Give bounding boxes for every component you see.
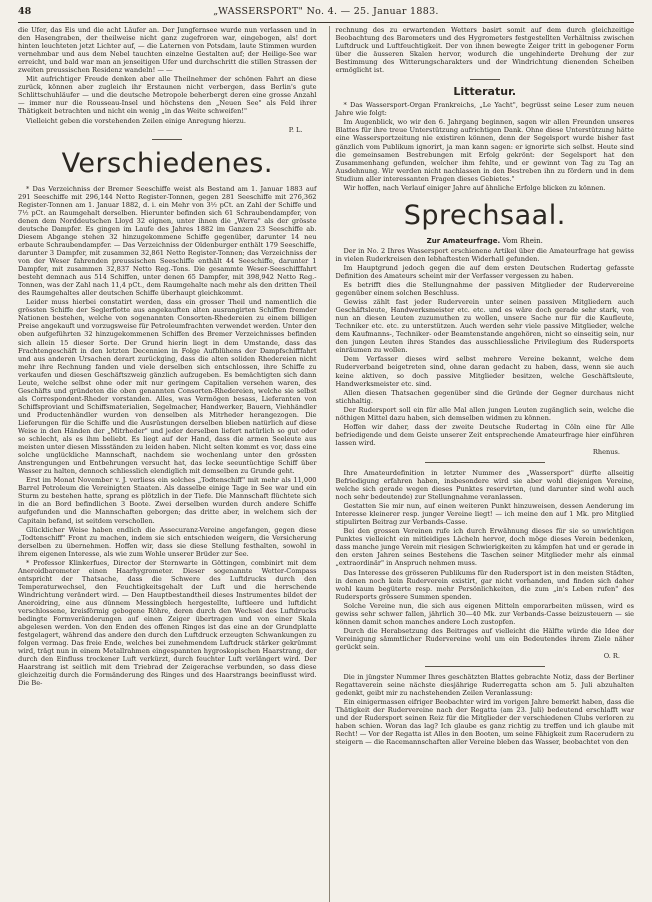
divider [152,139,182,140]
running-title: „WASSERSPORT" No. 4. — 25. Januar 1883. [213,6,439,17]
article-paragraph: Leider muss hierbei constatirt werden, dass ein grosser Theil und namentlich die grössten Schiffe der Seglerflotte aus angekauften alten ausrangirten Schiffen fremder Nationen bestehen, welche von sogenannten Consorten-Rhedereien zu einem billigen Preise angekauft und vorzugsweise für Petroleumfrachten verwendet werden. Unter den oben aufgeführten 32 hinzugekommenen Schiffen des Bremer Verzeichnisses befinden sich allein 15 dieser Sorte. Der Grund hierin liegt in dem Umstande, dass das Frachtengeschäft in den letzten Decennien in Folge Aufblühens der Dampfschifffahrt und aus anderen Ursachen derart zurückging, dass die alten soliden Rhedereien nicht mehr ihre Rechnung fanden und viele derselben sich entschlossen, ihre Schiffe zu verkaufen und diesen Geschäftszweig gänzlich aufzugeben. Es bemächtigten sich dann Leute, welche selbst ohne oder mit nur geringem Capitalien versehen waren, des Geschäfts und gründeten die oben genannten Consorten-Rhedereien, welche sie selbst als Correspondent-Rheder vorstanden. Alles, was Vermögen besass, Lieferanten von Schiffsproviant und Schiffsmaterialien, Segelmacher, Handwerker, Bauern, Viehhändler und Productenhändler wurden von denselben als Mitrheder herangezogen. Die Lieferungen für die Schiffe und die Ausrüstungen derselben blieben natürlich auf diese Weise in den Händen der „Mitrheder" und jeder derselben liefert natürlich so gut oder so schlecht, als es ihm beliebt. Es liegt auf der Hand, dass die armen Seeleute aus meisten unter diesen Missständen zu leiden haben. Nicht selten kommt es vor, dass eine solche unglückliche Mannschaft, nachdem sie wochenlang unter den grössten Anstrengungen und Entbehrungen versucht hat, das lecke seeuntüchtige Schiff über Wasser zu halten, dennoch schliesslich elendiglich mit demselben zu Grunde geht. [18,298,317,476]
letter-paragraph: Die in jüngster Nummer Ihres geschätzten Blattes gebrachte Notiz, dass der Berliner Regattaverein seine nächste diesjährige Ruderregatta schon am 5. Juli abzuhalten gedenkt, geibt mir zu nachstehenden Zeilen Veranlassung: [335,673,634,698]
letter-paragraph: Ein einigermassen eifriger Beobachter wird im vorigen Jahre bemerkt haben, dass die Thätigkeit der Rudervereine nach der Regatta (am 23. Juli) bedeutend erschlafft war und der Rudersport seinen Reiz für die Mitglieder der verschiedenen Clubs verloren zu haben schien. Woran das lag? Ich glaube es ganz richtig zu treffen und ich glaube mit Recht! — Vor der Regatta ist Alles in den Booten, um seine Fähigkeit zum Racerudern zu steigern — die Racemannschaften aller Vereine bleben das Wasser, beobachtet von den [335,698,634,747]
subhead-topic: Zur Amateurfrage. [426,236,501,245]
letter-paragraph: Gewiss zählt fast jeder Ruderverein unter seinen passiven Mitgliedern auch Geschäftsleute, Handwerksmeister etc. etc. und es wäre doch gerade sehr stark, von nun an diesen Leuten zuzumuthen zu wollen, unsere Sache nur für die Kaufleute, Techniker etc. etc. zu unterstützen. Auch werden sehr viele passive Mitglieder, welche dem Kaufmanns-, Techniker- oder Beamtenstande angehören, nicht so einseitig sein, nur den jungen Leuten ihres Standes das ausschliessliche Privilegium des Rudersports einräumen zu wollen. [335,298,634,355]
article-paragraph: * Das Verzeichniss der Bremer Seeschiffe weist als Bestand am 1. Januar 1883 auf 291 Seeschiffe mit 296,144 Netto Register-Tonnen, gegen 281 Seeschiffe mit 276,362 Register-Tonnen am 1. Januar 1882, d. i. ein Mehr von 3½ pCt. an Zahl der Schiffe und 7½ pCt. an Raumgehalt derselben. Hierunter befinden sich 61 Schraubendampfer, von denen dem Norddeutschen Lloyd 32 eignen, unter ihnen die „Werra" als der grösste deutsche Dampfer. Es gingen im Laufe des Jahres 1882 im Ganzen 23 Seeschiffe ab. Diesem Abgange stehen 32 hinzugekommene Schiffe gegenüber, darunter 14 neu erbaute Schraubendampfer. — Das Verzeichniss der Oldenburger enthält 179 Seeschiffe, darunter 3 Dampfer, mit zusammen 32,861 Netto Register-Tonnen; das Verzeichniss der von der Weser fahrenden preussischen Seeschiffe enthält 44 Seeschiffe, darunter 1 Dampfer, mit zusammen 32,837 Netto Reg.-Tons. Die gesammte Weser-Seeschifffahrt besteht demnach aus 514 Schiffen, unter denen 65 Dampfer, mit 398,942 Netto Reg.-Tonnen, was der Zahl nach 11,4 pCt., dem Raumgehalte nach mehr als den dritten Theil des Raumgehaltes aller deutschen Schiffe überhaupt gleichkommt. [18,184,317,298]
section-title-sprechsaal: Sprechsaal. [403,199,566,231]
divider [425,462,545,463]
letter-paragraph: Der Rudersport soll ein für alle Mal allen jungen Leuten zugänglich sein, welche die nöthigen Mittel dazu haben, sich demselben widmen zu können. [335,405,634,422]
letter-paragraph: Hoffen wir daher, dass der zweite Deutsche Rudertag in Cöln eine für Alle befriedigende und dem Geiste unserer Zeit entsprechende Amateurfrage hier einführen lassen wird. [335,422,634,447]
letter-paragraph: Bei den grossen Vereinen rufe ich durch Erwähnung dieses für sie so unwichtigen Punktes vielleicht ein mitleidiges Lächeln hervor, doch möge dieses Verein bedenken, dass manche junge Verein mit riesigen Schwierigkeiten zu kämpfen hat und er gerade in den ersten Jahren seines Bestehens die Taschen seiner Mitglieder mehr als einmal „extraordinär" in Anspruch nehmen muss. [335,527,634,568]
letter-paragraph: Ihre Amateurdefinition in letzter Nummer des „Wassersport" dürfte allseitig Befriedigung erfahren haben, insbesondere wird sie aber wohl diejenigen Vereine, welche sich gerade wegen dieses Punktes reservirten, (und darunter sind wohl auch noch sehr bedeutende) zur Stellungnahme veranlassen. [335,468,634,502]
letter-paragraph: Das Interesse des grösseren Publikums für den Rudersport ist in den meisten Städten, in denen noch kein Ruderverein existirt, gar nicht vorhanden, und finden sich daher wohl kaum begüterte resp. mehr Persönlichkeiten, die zum „in's Leben rufen" des Rudersports grössere Summen spenden. [335,568,634,601]
columns [18,26,634,902]
letter-paragraph: Allen diesen Thatsachen gegenüber sind die Gründe der Gegner durchaus nicht stichhaltig. [335,388,634,405]
article-paragraph: Glücklicher Weise haben endlich die Assecuranz-Vereine angefangen, gegen diese „Todtenschiff" Front zu machen, indem sie sich entschieden weigern, die Versicherung derselben zu übernehmen. Hoffen wir, dass sie diese Stellung festhalten, sowohl in ihrem eigenen Interesse, als wie zum Wohle unserer Brüder zur See. [18,525,317,558]
subhead-origin: Vom Rhein. [502,236,543,245]
letter-paragraph: Der in No. 2 Ihres Wassersport erschienene Artikel über die Amateurfrage hat gewiss in vielen Ruderkreisen den lebhaftesten Widerhall gefunden. [335,246,634,263]
letter-paragraph: Dem Verfasser dieses wird selbst mehrere Vereine bekannt, welche dem Ruderverband beigetreten sind, ohne daran gedacht zu haben, dass, wenn sie auch keine aktiven, so doch passive Mitglieder besitzen, welche Geschäftsleute, Handwerksmeister etc. sind. [335,355,634,388]
intro-paragraph: die Ufer, das Eis und die acht Läufer an. Der Jungfernsee wurde nun verlassen und in den Hasengraben, der theilweise nicht ganz zugefroren war, eingebogen, als! dort hinten leuchteten jetzt Lichter auf, — die Laternen von Potsdam, laute Stimmen wurden vernehmbar und aus dem Nebel tauchten einzelne Gestalten auf; der Heilige-See war erreicht, und bald war man an jenseitigen Ufer und durchschritt die stillen Strassen der zweiten preussischen Residenz wandeln! — — [18,26,317,75]
left-column [18,26,317,902]
letter-paragraph: Durch die Herabsetzung des Beitrages auf vielleicht die Hälfte würde die Idee der Vereinigung sämmtlicher Rudervereine wohl um ein Bedeutendes ihrem Ziele näher gerückt sein. [335,626,634,651]
page-header [18,6,634,23]
article-paragraph: * Das Wassersport-Organ Frankreichs, „Le Yacht", begrüsst seine Leser zum neuen Jahre wie folgt: [335,101,634,118]
intro-signature: P. L. [288,125,303,134]
section-title-litteratur: Litteratur. [453,85,517,99]
sprechsaal-subhead [336,237,635,245]
article-paragraph: Wir hoffen, nach Verlauf einiger Jahre auf ähnliche Erfolge blicken zu können. [343,183,606,192]
right-column [329,26,635,902]
page-number: 48 [18,6,32,17]
letter-signature: Rhenus. [592,447,620,456]
intro-paragraph: Mit aufrichtiger Freude denken aber alle Theilnehmer der schönen Fahrt an diese zurück, können aber zugleich ihr Erstaunen nicht verbergen, dass Berlin's gute Schlittschuhläufer — und die deutsche Metropole beherbergt deren eine grosse Anzahl — immer nur die Rousseau-Insel und höchstens den „Neuen See" als Feld ihrer Thätigkeit betrachten und nicht ein wenig „in das Weite schweifen!" [18,75,317,116]
article-paragraph: Erst im Monat November v. J. verliess ein solches „Todtenschiff" mit mehr als 11,000 Barrel Petroleum die Vereinigten Staaten. Als dasselbe einige Tage in See war und ein Sturm zu bestehen hatte, sprang es plötzlich in der Tiefe. Die Mannschaft flüchtete sich in die an Bord befindlichen 3 Boote. Zwei derselben wurden durch andere Schiffe aufgefunden und die Mannschaften geborgen; das dritte aber, in welchem sich der Capitain befand, ist seitdem verschollen. [18,476,317,525]
letter-signature: O. R. [603,652,620,660]
intro-paragraph: Vielleicht geben die vorstehenden Zeilen einige Anregung hierzu. [26,116,246,125]
letter-paragraph: Im Hauptgrund jedoch gegen die auf dem ersten Deutschen Rudertag gefasste Definition des Amateurs scheint mir der Verfasser vergessen zu haben. [335,263,634,280]
article-paragraph: rechnung des zu erwartenden Wetters basirt somit auf dem durch gleichzeitige Beobachtung des Barometers und des Hygrometers festgestellten Verhältniss zwischen Luftdruck und Luftfeuchtigkeit. Der von ihnen bewegte Zeiger tritt in gebogener Form über die äusseren Skalen hervor, wodurch die ungehinderte Drehung der zur Bestimmung des Witterungscharakters und der Windrichtung dienenden Scheiben ermöglicht ist. [335,26,634,75]
article-paragraph: Im Augenblick, wo wir den 6. Jahrgang beginnen, sagen wir allen Freunden unseres Blattes für ihre treue Unterstützung aufrichtigen Dank. Ohne diese Unterstützung hätte eine Wassersportzeitung nie existiren können, denn der Segelsport wurde bisher fast gänzlich vom Publikum ignorirt, ja man kann sagen: er ignorirte sich selbst. Heute sind die gemeinsamen Bestrebungen mit Erfolg gekrönt: der Segelsport hat den Zusammenhang gefunden, welcher ihm fehlte, und er gewinnt von Tag zu Tag an Ausdehnung. Wir werden nicht nachlassen in den Bestreben ihn zu fördern und in dem Studium aller interessanten Fragen dieses Gebietes." [335,118,634,183]
letter-paragraph: Solche Vereine nun, die sich aus eigenen Mitteln emporarbeiten müssen, wird es gewiss sehr schwer fallen, jährlich 30—40 Mk. zur Verbands-Casse beizusteuern — sie können damit schon manches andere Loch zustopfen. [335,601,634,626]
article-paragraph: * Professor Klinkerfues, Director der Sternwarte in Göttingen, combinirt mit dem Aneroidbarometer einen Haarhygrometer. Dieser sogenannte Wetter-Compass entspricht der Thatsache, dass die Schwere des Luftdrucks durch den Temperaturwechsel, den Feuchtigkeitsgehalt der Luft und die herrschende Windrichtung verändert wird. — Den Hauptbestandtheil dieses Instrumentes bildet der Aneroidring, eine aus dünnem Messingblech hergestellte, luftleere und luftdicht verschlossene, kreisförmig gebogene Röhre, deren durch den Wechsel des Luftdrucks bedingte Formveränderungen auf einen Zeiger übertragen und von einer Skala abgelesen werden. Von den Enden des offenen Ringes ist das eine an der Grundplatte festgelagert, während das andere den durch den Luftdruck erzeugten Schwankungen zu folgen vermag. Das freie Ende, welches bei zunehmendem Luftdruck stärker gekrümmt wird, trägt nun in einem Metallrahmen eingespannten hygroskopischen Haarstrang, der durch den Einfluss trockener Luft verkürzt, durch feuchter Luft verlängert wird. Der Haarstrang ist seitlich mit dem Triebrad der Zeigerachse verbunden, so dass diese gleichzeitig durch die Formänderung des Ringes und des Haarstrangs beeinflusst wird. Die Be- [18,558,317,688]
divider [425,666,545,667]
divider [470,79,500,80]
letter-paragraph: Es betrifft dies die Stellungnahme der passiven Mitglieder der Rudervereine gegenüber einem solchen Beschluss. [335,280,634,298]
section-title-verschiedenes: Verschiedenes. [61,147,273,179]
letter-paragraph: Gestatten Sie mir nun, auf einen weiteren Punkt hinzuweisen, dessen Aenderung im Interesse kleinerer resp. junger Vereine liegt! — ich meine den auf 1 Mk. pro Mitglied stipulirten Beitrag zur Verbands-Casse. [335,502,634,527]
